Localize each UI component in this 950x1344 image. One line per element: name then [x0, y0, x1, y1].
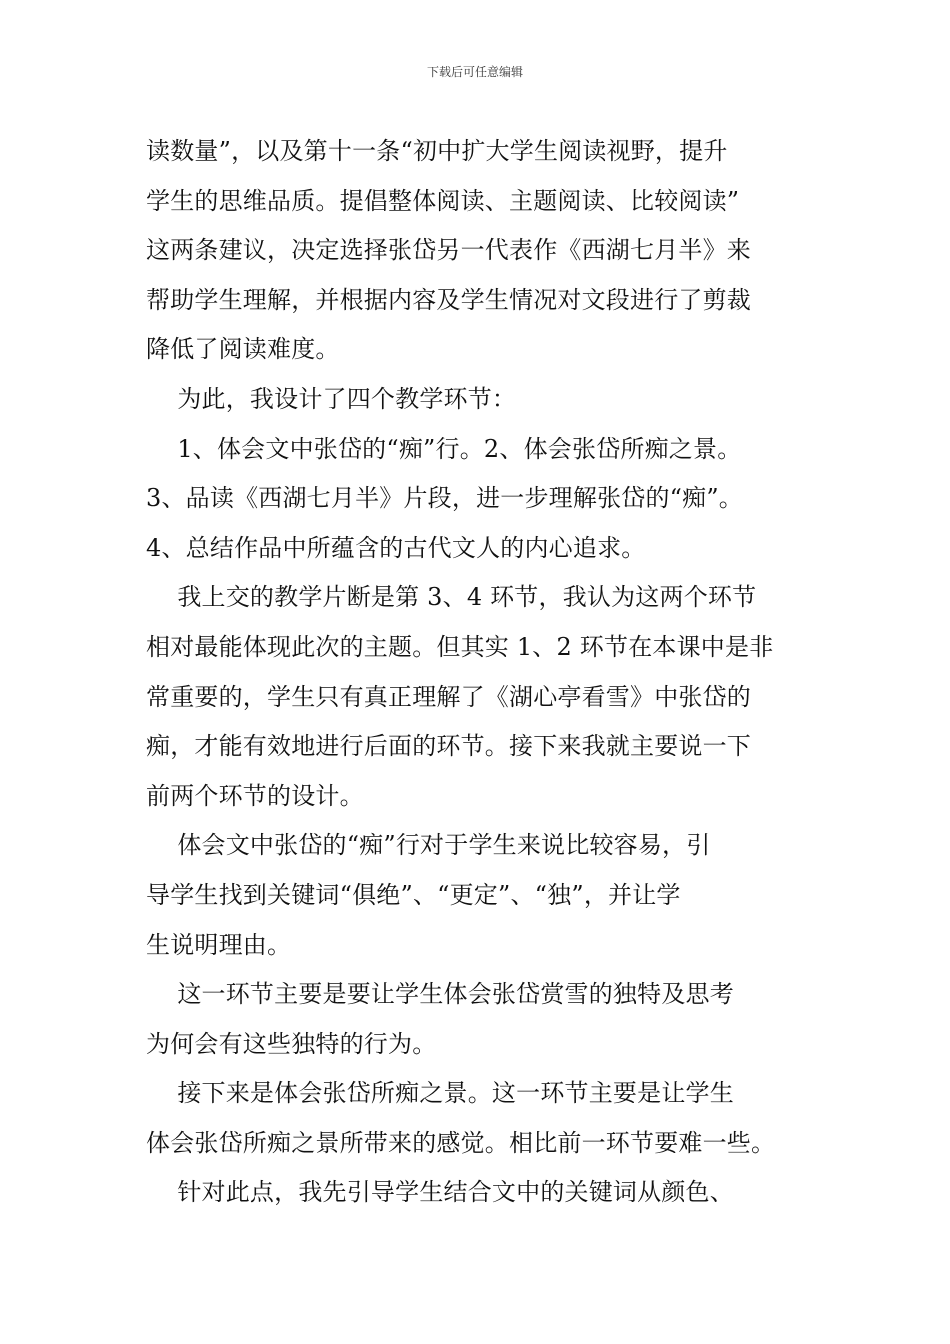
text-line: 前两个环节的设计。	[146, 781, 364, 810]
text-line: 为何会有这些独特的行为。	[146, 1029, 437, 1058]
text-line: 相对最能体现此次的主题。但其实 1、2 环节在本课中是非	[146, 632, 774, 661]
text-line: 学生的思维品质。提倡整体阅读、主题阅读、比较阅读”	[146, 186, 740, 215]
text-line: 我上交的教学片断是第 3、4 环节，我认为这两个环节	[146, 583, 757, 612]
text-line: 这两条建议，决定选择张岱另一代表作《西湖七月半》来	[146, 236, 751, 265]
text-line: 1、体会文中张岱的“痴”行。2、体会张岱所痴之景。	[146, 434, 742, 463]
text-line: 痴，才能有效地进行后面的环节。接下来我就主要说一下	[146, 732, 751, 761]
text-line: 导学生找到关键词“俱绝”、“更定”、“独”，并让学	[146, 880, 681, 909]
text-line: 体会文中张岱的“痴”行对于学生来说比较容易，引	[146, 831, 711, 860]
text-line: 降低了阅读难度。	[146, 335, 340, 364]
text-line: 接下来是体会张岱所痴之景。这一环节主要是让学生	[146, 1079, 734, 1108]
text-line: 这一环节主要是要让学生体会张岱赏雪的独特及思考	[146, 980, 734, 1009]
text-line: 体会张岱所痴之景所带来的感觉。相比前一环节要难一些。	[146, 1128, 776, 1157]
text-line: 为此，我设计了四个教学环节：	[146, 384, 517, 413]
text-line: 读数量”，以及第十一条“初中扩大学生阅读视野，提升	[146, 137, 728, 165]
page-header: 下载后可任意编辑	[426, 65, 523, 79]
document-body	[146, 127, 826, 1218]
text-line: 针对此点，我先引导学生结合文中的关键词从颜色、	[146, 1178, 734, 1207]
text-line: 4、总结作品中所蕴含的古代文人的内心追求。	[146, 533, 646, 562]
text-line: 常重要的，学生只有真正理解了《湖心亭看雪》中张岱的	[146, 682, 751, 711]
text-line: 3、品读《西湖七月半》片段，进一步理解张岱的“痴”。	[146, 484, 744, 513]
text-line: 生说明理由。	[146, 930, 292, 959]
text-line: 帮助学生理解，并根据内容及学生情况对文段进行了剪裁	[146, 285, 751, 314]
